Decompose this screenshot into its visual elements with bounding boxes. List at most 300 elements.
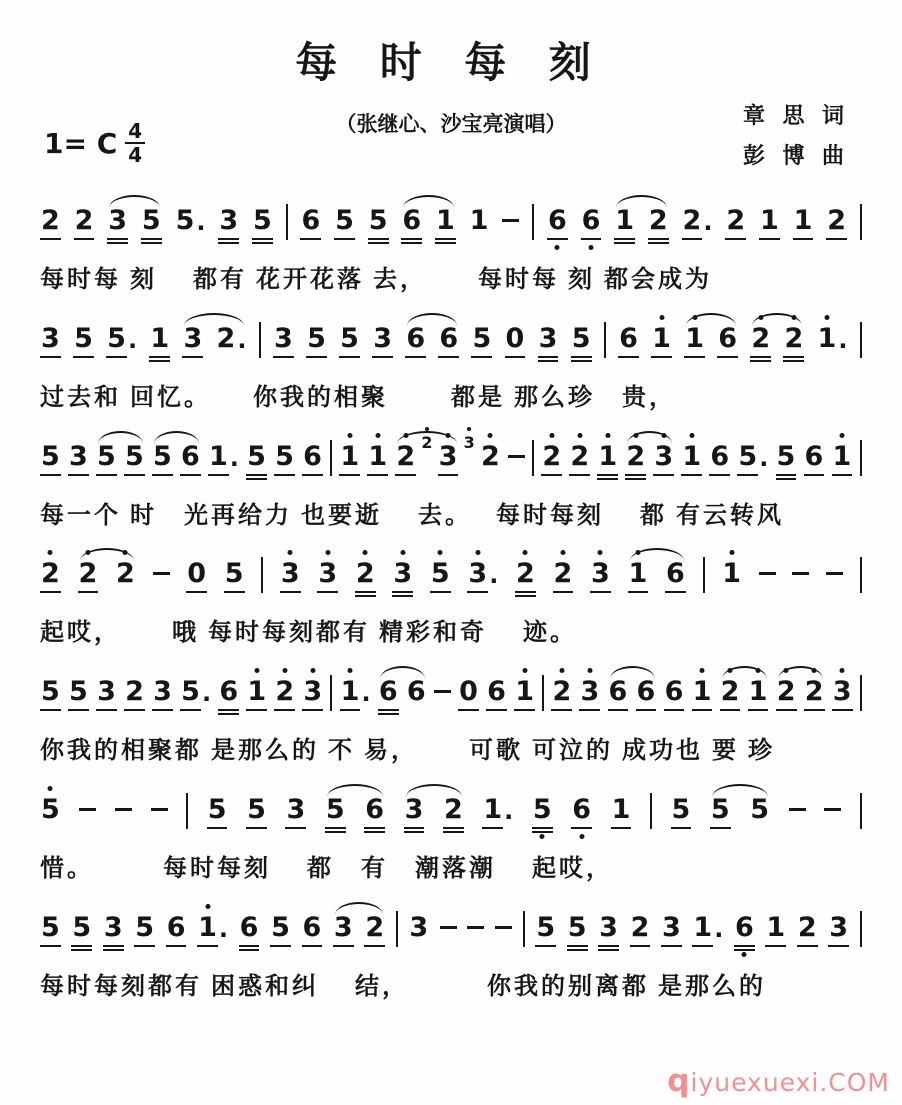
dash-extender xyxy=(434,663,451,693)
note-number: 3 xyxy=(317,560,338,593)
note-token xyxy=(832,663,853,711)
note-number: 6 xyxy=(571,796,592,829)
dash-extender xyxy=(151,781,168,811)
note-number: 5 xyxy=(224,560,245,593)
lyrics-line: 起哎， 哦 每时每刻都有 精彩和奇 迹。 xyxy=(40,620,577,647)
augmentation-dot-icon: · xyxy=(196,214,206,242)
meter-denominator: 4 xyxy=(128,143,143,167)
notation-line xyxy=(40,781,862,855)
note-number: 6 xyxy=(734,914,755,951)
song-title: 每 时 每 刻 xyxy=(295,41,607,87)
note-number: 3 xyxy=(285,796,306,829)
note-number: 0 xyxy=(186,560,207,593)
credits xyxy=(743,96,850,176)
note-token xyxy=(571,781,592,829)
lyricist-credit: 章 思 词 xyxy=(742,103,850,128)
notation-line xyxy=(40,545,862,619)
note-number: 2 xyxy=(40,207,61,240)
note-number: 6 xyxy=(438,325,459,358)
note-number: 3 xyxy=(438,443,459,476)
octave-dot-above-icon xyxy=(254,668,259,673)
note-number: 3 xyxy=(404,796,425,833)
note-number: 5 xyxy=(368,207,389,244)
note-number: 6 xyxy=(300,207,321,240)
note-token xyxy=(71,899,92,951)
note-number: 5 xyxy=(325,796,346,833)
note-token xyxy=(793,192,814,240)
barline xyxy=(860,322,862,358)
note-number: 3 xyxy=(538,325,559,362)
note-token xyxy=(514,663,535,711)
note-number: 3 xyxy=(302,678,323,711)
note-number: 6 xyxy=(636,678,657,711)
note-number: 5 xyxy=(152,443,173,476)
dash-bar xyxy=(79,808,96,811)
note-token xyxy=(709,428,730,476)
key-text: 1= C xyxy=(44,126,118,160)
note-number: 6 xyxy=(804,443,825,476)
note-token xyxy=(776,428,797,480)
note-number: 2 xyxy=(40,560,61,593)
augmentation-dot-icon: · xyxy=(838,331,848,360)
dash-extender xyxy=(759,545,776,575)
note-number: 6 xyxy=(608,678,629,711)
note-number: 5 xyxy=(180,678,201,711)
note-number: 2 xyxy=(625,443,646,480)
note-number: 1 xyxy=(684,325,705,358)
note-number: 6 xyxy=(378,678,399,715)
dash-bar xyxy=(153,572,170,575)
note-number: 5 xyxy=(430,560,451,593)
barline xyxy=(650,793,652,829)
note-token xyxy=(569,428,590,476)
note-number: 5 xyxy=(339,325,360,358)
note-number: 6 xyxy=(239,914,260,951)
barline xyxy=(860,204,862,240)
note-token xyxy=(692,663,713,711)
note-number: 5 xyxy=(134,914,155,947)
note-token xyxy=(804,428,825,476)
note-number: 6 xyxy=(302,914,323,947)
note-token xyxy=(246,781,267,829)
octave-dot-above-icon xyxy=(375,433,380,438)
note-number: 1 xyxy=(765,914,786,947)
note-number: 1 xyxy=(339,443,360,476)
octave-dot-above-icon xyxy=(438,550,443,555)
note-number: 3 xyxy=(273,325,294,358)
performers-subtitle: （张继心、沙宝亮演唱） xyxy=(335,112,567,136)
note-token xyxy=(270,899,291,947)
note-number: 2 xyxy=(630,914,651,947)
barline xyxy=(259,322,261,358)
augmentation-dot-icon: · xyxy=(201,685,212,714)
dash-bar xyxy=(759,572,776,575)
note-number: 2 xyxy=(797,914,818,947)
lyrics-line: 你我的相聚都 是那么的 不 易， 可歌 可泣的 成功也 要 珍 xyxy=(40,738,775,765)
note-token xyxy=(106,310,137,358)
octave-dot-below-icon xyxy=(555,245,560,250)
augmentation-dot-icon: · xyxy=(714,920,724,949)
note-token xyxy=(471,310,492,358)
note-number: 2 xyxy=(569,443,590,476)
note-number: 2 xyxy=(364,914,385,947)
note-token xyxy=(73,310,94,358)
barline xyxy=(860,911,862,947)
note-token xyxy=(597,428,618,480)
note-number: 2 xyxy=(124,678,145,711)
note-number: 1 xyxy=(367,443,388,476)
octave-dot-above-icon xyxy=(523,550,528,555)
octave-dot-below-icon xyxy=(589,245,594,250)
augmentation-dot-icon: · xyxy=(229,449,239,478)
note-number: 2 xyxy=(551,678,572,711)
note-token xyxy=(339,310,360,358)
note-number: 6 xyxy=(302,443,323,476)
rest-note xyxy=(505,310,526,358)
barline xyxy=(396,911,398,947)
note-token xyxy=(317,545,338,593)
note-number: 1 xyxy=(614,207,635,244)
note-token xyxy=(274,663,295,711)
note-token xyxy=(734,899,755,951)
note-number: 2 xyxy=(776,678,797,711)
note-token xyxy=(737,428,768,476)
note-token xyxy=(826,192,847,240)
note-token xyxy=(285,781,306,829)
octave-dot-above-icon xyxy=(577,433,582,438)
watermark-text: iyuexuexi.COM xyxy=(690,1068,890,1097)
note-number: 5 xyxy=(73,325,94,358)
note-number: 5 xyxy=(671,796,692,829)
note-number: 1 xyxy=(759,207,780,240)
note-number: 5 xyxy=(71,914,92,951)
note-token xyxy=(532,781,553,833)
dash-extender xyxy=(153,545,170,575)
note-token xyxy=(598,899,619,951)
octave-dot-below-icon xyxy=(579,834,584,839)
barline xyxy=(186,793,188,829)
note-number: 5 xyxy=(246,796,267,829)
note-number: 3 xyxy=(40,325,61,358)
watermark-initial: q xyxy=(667,1063,691,1099)
note-number: 1 xyxy=(340,678,361,711)
barline xyxy=(532,440,534,476)
note-number: 3 xyxy=(182,325,203,358)
note-number: 2 xyxy=(74,207,95,240)
score-system xyxy=(40,781,862,884)
note-token xyxy=(134,899,155,947)
note-token xyxy=(590,545,611,593)
note-number: 5 xyxy=(40,443,61,476)
note-number: 1 xyxy=(692,678,713,711)
note-number: 3 xyxy=(409,911,429,943)
note-number: 5 xyxy=(207,796,228,829)
note-token xyxy=(682,192,713,240)
dash-bar xyxy=(789,808,806,811)
octave-dot-above-icon xyxy=(824,315,829,320)
note-token xyxy=(541,428,562,476)
note-token xyxy=(239,899,260,951)
barline xyxy=(860,440,862,476)
dash-bar xyxy=(792,572,809,575)
dash-extender xyxy=(467,899,484,929)
note-token xyxy=(208,428,239,476)
dash-extender xyxy=(792,545,809,575)
octave-dot-above-icon xyxy=(48,550,53,555)
note-number: 1 xyxy=(197,914,218,947)
lyrics-line: 过去和 回忆。 你我的相聚 都是 那么珍 贵， xyxy=(40,384,676,411)
dash-extender xyxy=(824,781,841,811)
note-number: 6 xyxy=(547,207,568,240)
note-number: 2 xyxy=(274,678,295,711)
note-number: 3 xyxy=(832,678,853,711)
octave-dot-above-icon xyxy=(205,904,210,909)
note-token xyxy=(302,663,323,711)
note-token xyxy=(547,192,568,240)
note-token xyxy=(96,663,117,711)
note-token xyxy=(166,899,187,947)
note-number: 0 xyxy=(458,678,479,711)
octave-dot-above-icon xyxy=(288,550,293,555)
note-number: 3 xyxy=(68,443,89,476)
note-token xyxy=(152,663,173,711)
octave-dot-above-icon xyxy=(488,433,493,438)
score-system xyxy=(40,899,862,1002)
note-number: 3 xyxy=(372,325,393,358)
score-system xyxy=(40,545,862,648)
note-number: 6 xyxy=(405,325,426,358)
dash-extender xyxy=(79,781,96,811)
note-token xyxy=(469,192,490,238)
note-token xyxy=(246,663,267,711)
augmentation-dot-icon: · xyxy=(703,214,713,242)
note-number: 2 xyxy=(443,796,464,833)
note-token xyxy=(430,545,451,593)
note-number: 2 xyxy=(553,560,574,593)
score-systems xyxy=(40,192,862,1002)
rest-note xyxy=(458,663,479,711)
note-number: 2 xyxy=(115,560,136,591)
score-system xyxy=(40,663,862,766)
note-number: 3 xyxy=(333,914,354,947)
note-number: 3 xyxy=(152,678,173,711)
note-token xyxy=(197,899,228,947)
note-number: 5 xyxy=(334,207,355,240)
octave-dot-above-icon xyxy=(325,550,330,555)
note-number: 1 xyxy=(611,796,632,829)
note-number: 5 xyxy=(737,443,758,476)
note-number: 1 xyxy=(149,325,170,362)
note-token xyxy=(372,310,393,358)
note-token xyxy=(246,428,267,480)
note-token xyxy=(40,428,61,476)
augmentation-dot-icon: · xyxy=(759,449,769,478)
note-token xyxy=(40,545,61,593)
dash-bar xyxy=(115,808,132,811)
notation-line xyxy=(40,663,862,737)
note-token xyxy=(280,545,301,593)
note-number: 5 xyxy=(710,796,731,829)
note-token xyxy=(367,428,388,476)
note-number: 6 xyxy=(486,678,507,711)
note-number: 1 xyxy=(793,207,814,240)
note-token xyxy=(467,545,499,596)
note-number: 2 xyxy=(750,325,771,362)
note-number: 3 xyxy=(96,678,117,711)
note-number: 5 xyxy=(471,325,492,358)
barline xyxy=(860,793,862,829)
dash-bar xyxy=(824,808,841,811)
octave-dot-above-icon xyxy=(659,315,664,320)
note-token xyxy=(408,899,429,945)
note-number: 5 xyxy=(246,443,267,480)
octave-dot-above-icon xyxy=(400,550,405,555)
note-number: 5 xyxy=(306,325,327,358)
dash-bar xyxy=(495,926,512,929)
note-number: 5 xyxy=(750,793,770,825)
note-number: 3 xyxy=(218,207,239,244)
octave-dot-above-icon xyxy=(700,668,705,673)
note-token xyxy=(553,545,574,593)
lyrics-line: 每时每 刻 都有 花开花落 去， 每时每 刻 都会成为 xyxy=(40,267,712,293)
note-token xyxy=(273,310,294,358)
note-number: 0 xyxy=(505,325,526,358)
note-token xyxy=(334,192,355,240)
note-token xyxy=(302,428,323,476)
note-number: 6 xyxy=(218,678,239,715)
note-number: 3 xyxy=(828,914,849,947)
note-token xyxy=(355,545,376,597)
lyrics-line: 每一个 时 光再给力 也要逝 去。 每时每刻 都 有云转风 xyxy=(40,502,784,529)
note-token xyxy=(218,192,239,244)
barline xyxy=(860,675,862,711)
dash-bar xyxy=(440,926,457,929)
octave-dot-above-icon xyxy=(605,433,610,438)
note-number: 5 xyxy=(124,443,145,476)
note-number: 2 xyxy=(783,325,804,362)
note-token xyxy=(480,428,501,474)
note-number: 6 xyxy=(364,796,385,833)
note-number: 6 xyxy=(180,443,201,476)
composer-credit: 彭 博 曲 xyxy=(742,143,850,168)
note-number: 6 xyxy=(406,676,426,708)
note-number: 2 xyxy=(216,322,236,354)
note-number: 2 xyxy=(648,207,669,244)
note-token xyxy=(68,428,89,476)
octave-dot-above-icon xyxy=(425,427,429,431)
note-token xyxy=(681,428,702,476)
note-number: 1 xyxy=(681,443,702,476)
note-token xyxy=(340,663,371,714)
augmentation-dot-icon: · xyxy=(127,331,138,360)
note-token xyxy=(124,663,145,711)
note-number: 2 xyxy=(826,207,847,240)
note-token xyxy=(40,781,61,827)
note-number: 6 xyxy=(401,207,422,244)
augmentation-dot-icon: · xyxy=(504,802,514,831)
note-token xyxy=(581,192,602,240)
octave-dot-above-icon xyxy=(48,786,53,791)
note-number: 1 xyxy=(651,325,672,358)
note-number: 5 xyxy=(141,207,162,244)
note-token xyxy=(40,663,61,711)
note-number: 2 xyxy=(480,443,501,474)
note-token xyxy=(579,663,600,711)
note-number: 1 xyxy=(469,205,489,236)
note-token xyxy=(551,663,572,711)
note-token xyxy=(180,663,212,714)
augmentation-dot-icon: · xyxy=(489,567,499,596)
octave-dot-above-icon xyxy=(310,668,315,673)
note-number: 2 xyxy=(804,678,825,711)
dash-extender xyxy=(440,899,457,929)
note-token xyxy=(567,899,588,951)
note-number: 5 xyxy=(68,678,89,711)
note-number: 6 xyxy=(664,678,685,711)
note-number: 5 xyxy=(106,325,127,358)
dash-extender xyxy=(115,781,132,811)
note-number: 2 xyxy=(541,443,562,476)
dash-bar xyxy=(467,926,484,929)
note-number: 3 xyxy=(590,560,611,593)
note-number: 5 xyxy=(532,796,553,833)
octave-dot-above-icon xyxy=(560,550,565,555)
augmentation-dot-icon: · xyxy=(218,920,229,949)
note-token xyxy=(618,310,639,358)
note-token xyxy=(368,192,389,244)
note-number: 2 xyxy=(682,207,703,240)
note-number: 5 xyxy=(274,443,295,476)
barline xyxy=(330,675,332,711)
octave-dot-below-icon xyxy=(742,952,747,957)
note-token xyxy=(759,192,780,240)
note-number: 3 xyxy=(598,914,619,951)
note-token xyxy=(218,663,239,715)
notation-line xyxy=(40,192,862,266)
note-token xyxy=(175,192,206,240)
octave-dot-above-icon xyxy=(689,433,694,438)
watermark xyxy=(667,1063,890,1099)
octave-dot-above-icon xyxy=(839,433,844,438)
note-token xyxy=(630,899,651,947)
note-token xyxy=(828,899,849,947)
note-number: 2 xyxy=(420,435,433,453)
note-token xyxy=(661,899,682,947)
note-token xyxy=(611,781,632,829)
note-token xyxy=(40,899,61,947)
octave-dot-above-icon xyxy=(549,433,554,438)
note-number: 2 xyxy=(515,560,536,597)
note-number: 3 xyxy=(463,435,476,453)
augmentation-dot-icon: · xyxy=(237,331,247,360)
note-number: 1 xyxy=(597,443,618,480)
note-number: 1 xyxy=(514,678,535,711)
note-token xyxy=(817,310,848,358)
note-token xyxy=(765,899,786,947)
octave-dot-above-icon xyxy=(467,427,471,431)
note-token xyxy=(725,192,746,240)
note-number: 1 xyxy=(748,678,769,711)
note-number: 3 xyxy=(103,914,124,951)
barline xyxy=(286,204,288,240)
grace-note xyxy=(463,420,476,453)
score-system xyxy=(40,310,862,413)
note-token xyxy=(482,781,513,829)
note-number: 2 xyxy=(395,443,416,476)
dash-bar xyxy=(508,455,525,458)
note-token xyxy=(40,310,61,358)
note-number: 1 xyxy=(246,678,267,711)
